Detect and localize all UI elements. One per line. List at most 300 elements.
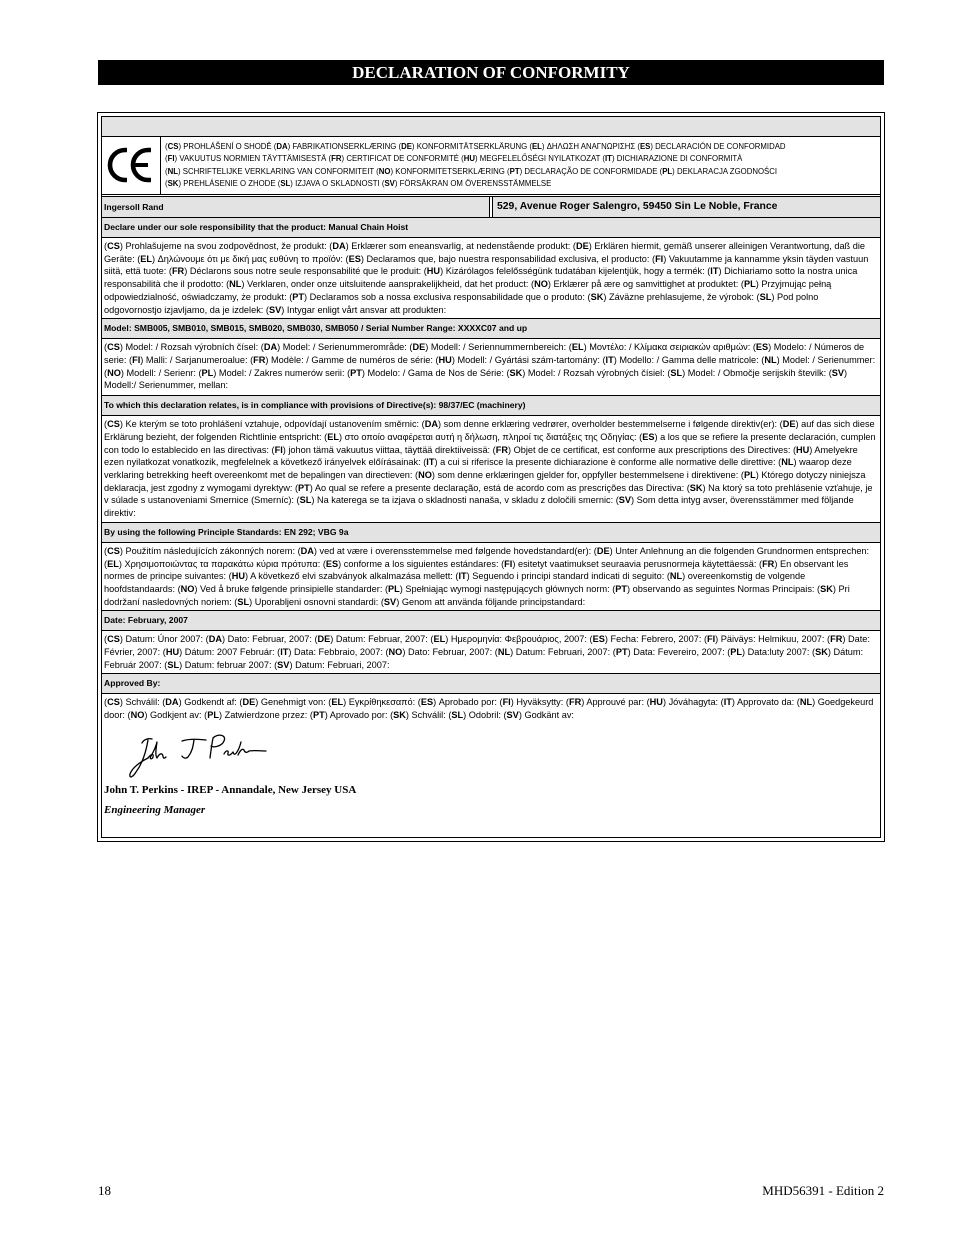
language-code: ( NO ): [104, 368, 124, 378]
translation-de: [409, 342, 566, 352]
language-code: ( PT ): [507, 167, 522, 176]
ce-mark-icon: [102, 137, 160, 194]
language-code: ( FI ): [704, 634, 718, 644]
translation-text: KONFORMITETSERKLÆRING: [395, 166, 505, 176]
translation-no: [415, 470, 738, 480]
language-code: ( FR ): [827, 634, 845, 644]
translation-text: Som detta intyg avser, överensstämmer med följande direktiv:: [104, 495, 854, 519]
translation-fr: [250, 355, 433, 365]
ce-logo-cell: [102, 137, 161, 194]
translation-nl: [495, 647, 610, 657]
conformity-title-row: [102, 137, 880, 195]
translation-pl: [198, 368, 344, 378]
translation-text: Ημερομηνία: Φεβρουάριος, 2007:: [450, 634, 587, 645]
translation-text: DECLARACIÓN DE CONFORMIDAD: [655, 142, 786, 151]
language-code: ( PL ): [727, 647, 745, 657]
translation-es: [346, 254, 650, 264]
translation-text: Datum: Februari, 2007:: [515, 647, 611, 658]
language-code: ( ES ): [346, 254, 364, 264]
translation-pt: [347, 368, 504, 378]
translation-sk: [588, 292, 754, 302]
translation-sv: [382, 179, 551, 188]
translation-text: Modell: / Gyártási szám-tartomány:: [457, 354, 600, 365]
language-code: ( DA ): [298, 546, 317, 556]
translation-text: conforme a los siguientes estándares:: [343, 558, 499, 569]
translation-es: [418, 697, 497, 707]
translation-sk: [165, 179, 276, 188]
translation-text: Modelo: / Gama de Nos de Série:: [367, 367, 504, 378]
translation-text: Aprobado por:: [438, 697, 497, 708]
translation-text: Modelo: / Números de serie:: [104, 342, 865, 365]
translation-text: Déclarons sous notre seule responsabilité que le produit:: [189, 266, 422, 277]
language-code: ( FR ): [250, 355, 268, 365]
translation-text: Datum: februar 2007:: [184, 659, 272, 670]
translation-fr: [493, 445, 791, 455]
translation-text: SCHRIFTELIJKE VERKLARING VAN CONFORMITEIT: [182, 166, 374, 176]
language-code: ( NL ): [165, 167, 181, 176]
language-code: ( HU ): [461, 154, 477, 163]
translation-text: Dátum: Február 2007:: [104, 647, 864, 670]
language-code: ( EL ): [137, 254, 155, 264]
approved-by-body: [102, 694, 880, 837]
translation-text: Hyväksytty:: [516, 697, 564, 708]
language-code: ( SV ): [274, 660, 292, 670]
translation-text: Godkjent av:: [149, 710, 202, 721]
language-code: ( IT ): [423, 457, 437, 467]
language-code: ( DA ): [329, 241, 348, 251]
translation-el: [137, 254, 343, 264]
language-code: ( PL ): [741, 470, 759, 480]
translation-text: Model: / Serienummerområde:: [282, 342, 407, 353]
translation-pt: [289, 292, 585, 302]
translation-text: Datum: Februari, 2007:: [295, 659, 390, 670]
conformity-titles: [161, 137, 786, 194]
translation-text: waarop deze verklaring betrekking heeft overeenkomt met de bepalingen van directieven:: [104, 457, 852, 481]
signatory-title: Engineering Manager: [104, 803, 206, 816]
language-code: ( FR ): [493, 445, 511, 455]
language-code: ( NO ): [128, 710, 148, 720]
language-code: ( SV ): [503, 710, 521, 720]
translation-sl: [278, 179, 380, 188]
translation-text: Μοντέλο: / Κλίμακα σειριακών αριθμών:: [589, 342, 751, 353]
language-code: ( CS ): [104, 342, 123, 352]
translation-cs: [104, 634, 203, 644]
translation-text: Χρησιμοποιώντας τα παρακάτω κύρια πρότυπα:: [124, 558, 321, 569]
approved-by-translations: [104, 696, 877, 721]
translation-text: Prohlašujeme na svou zodpovědnost, že produkt:: [125, 241, 327, 251]
language-code: ( SV ): [616, 495, 634, 505]
language-code: ( SK ): [817, 584, 836, 594]
translation-text: PROHLÁŠENÍ O SHODĚ: [183, 142, 272, 151]
translation-fr: [329, 154, 459, 163]
translation-sl: [297, 495, 614, 505]
declaration-table: [101, 116, 881, 838]
translation-text: a cui si riferisce la presente dichiarazione è conforme alle normative delle direttive:: [440, 457, 776, 468]
translation-text: Schválil:: [125, 697, 160, 708]
translation-sl: [448, 710, 501, 720]
translation-text: auf das sich diese Erklärung bezieht, der folgenden Richtlinie entspricht:: [104, 419, 875, 442]
language-code: ( SL ): [448, 710, 466, 720]
translation-fr: [566, 697, 644, 707]
translation-sl: [234, 597, 378, 607]
language-code: ( SK ): [588, 292, 607, 302]
translation-da: [261, 342, 407, 352]
translation-fi: [704, 634, 825, 644]
language-code: ( CS ): [104, 419, 123, 429]
translation-text: Ke kterým se toto prohlášení vztahuje, odpovídají ustanovením směrnic:: [125, 419, 420, 430]
translation-text: DICHIARAZIONE DI CONFORMITÀ: [616, 154, 743, 164]
translation-text: Erklären hiermit, gemäß unserer alleinigen Verantwortung, daß die Geräte:: [104, 241, 865, 264]
language-code: ( NO ): [178, 584, 198, 594]
language-code: ( NL ): [495, 647, 513, 657]
conformity-title-line: [165, 178, 786, 190]
translation-text: Malli: / Sarjanumeroalue:: [145, 354, 248, 365]
language-code: ( CS ): [104, 697, 123, 707]
translation-text: Model: / Območje serijskih številk:: [687, 367, 827, 378]
language-code: ( HU ): [163, 647, 182, 657]
translation-cs: [104, 697, 160, 707]
language-code: ( ES ): [639, 432, 657, 442]
translation-pt: [310, 710, 388, 720]
translation-el: [529, 142, 635, 151]
translation-pt: [507, 167, 657, 176]
manufacturer-row: [102, 196, 880, 218]
translation-text: Jóváhagyta:: [668, 697, 719, 708]
language-code: ( DA ): [422, 419, 441, 429]
translation-text: DEKLARACJA ZGODNOŚCI: [676, 166, 778, 176]
language-code: ( PT ): [347, 368, 365, 378]
translation-el: [328, 697, 415, 707]
translation-text: Genom att använda följande principstandard:: [401, 596, 586, 607]
translation-fi: [501, 559, 756, 569]
language-code: ( CS ): [104, 634, 123, 644]
language-code: ( SK ): [812, 647, 831, 657]
signature: [124, 730, 274, 780]
translation-text: Data: Febbraio, 2007:: [294, 647, 383, 658]
language-code: ( FI ): [500, 697, 514, 707]
translation-pt: [613, 647, 725, 657]
language-code: ( DE ): [398, 142, 414, 151]
language-code: ( NL ): [797, 697, 815, 707]
language-code: ( IT ): [721, 697, 735, 707]
language-code: ( EL ): [430, 634, 448, 644]
manufacturer-name: Ingersoll Rand: [102, 197, 490, 217]
date-translations: [102, 631, 880, 674]
declaration-frame: [97, 112, 885, 842]
translation-text: Zatwierdzone przez:: [224, 710, 308, 721]
translation-text: Godkänt av:: [524, 710, 574, 721]
document-id: MHD56391 - Edition 2: [762, 1183, 884, 1198]
language-code: ( DA ): [274, 142, 290, 151]
translation-text: Vakuutamme ja kannamme yksin täyden vastuun siitä, että tuote:: [104, 253, 869, 277]
language-code: ( NL ): [778, 457, 796, 467]
language-code: ( SV ): [382, 179, 398, 188]
language-code: ( EL ): [328, 697, 346, 707]
language-code: ( NO ): [531, 279, 551, 289]
language-code: ( NO ): [415, 470, 435, 480]
conformity-title-line: [165, 141, 786, 153]
translation-text: Záväzne prehlasujeme, že výrobok:: [608, 291, 754, 302]
translation-text: FÖRSÄKRAN OM ÖVERENSSTÄMMELSE: [399, 179, 552, 189]
manufacturer-address: 529, Avenue Roger Salengro, 59450 Sin Le Noble, France: [492, 197, 880, 217]
translation-fi: [272, 445, 491, 455]
language-code: ( PL ): [385, 584, 403, 594]
language-code: ( DE ): [594, 546, 613, 556]
translation-nl: [226, 279, 528, 289]
translation-text: KONFORMITÄTSERKLÄRUNG: [416, 142, 528, 151]
language-code: ( PT ): [295, 483, 313, 493]
translation-da: [298, 546, 592, 556]
translation-pl: [727, 647, 809, 657]
translation-text: Spełniając wymogi następujących głównych norm:: [405, 583, 610, 594]
language-code: ( SL ): [278, 179, 293, 188]
language-code: ( FI ): [272, 445, 286, 455]
translation-text: Uporabljeni osnovni standardi:: [254, 596, 379, 607]
translation-text: Approvato da:: [737, 697, 795, 708]
translation-pl: [660, 167, 777, 176]
model-translations: [102, 339, 880, 396]
translation-text: esitetyt vaatimukset seuraavia perusnormeja käytettäessä:: [517, 558, 757, 569]
translation-text: Modell: / Seriennummernbereich:: [430, 342, 567, 353]
translation-sv: [266, 305, 446, 315]
translation-text: Odobril:: [468, 710, 501, 721]
language-code: ( SL ): [164, 660, 182, 670]
top-header-bar: [102, 117, 880, 137]
language-code: ( IT ): [602, 355, 616, 365]
language-code: ( SV ): [266, 305, 284, 315]
translation-text: Dichiariamo sotto la nostra unica responsabilità che il prodotto:: [104, 266, 858, 290]
language-code: ( SV ): [829, 368, 847, 378]
language-code: ( CS ): [104, 546, 123, 556]
page-number: 18: [98, 1183, 111, 1198]
translation-hu: [435, 355, 599, 365]
translation-no: [376, 167, 505, 176]
language-code: ( FR ): [566, 697, 584, 707]
language-code: ( EL ): [104, 559, 122, 569]
language-code: ( SK ): [687, 483, 706, 493]
model-heading: Model: SMB005, SMB010, SMB015, SMB020, SMB030, SMB050 / Serial Number Range: XXXXC07 and up: [102, 319, 880, 339]
language-code: ( CS ): [165, 142, 181, 151]
translation-text: VAKUUTUS NORMIEN TÄYTTÄMISESTÄ: [179, 154, 327, 164]
language-code: ( ES ): [323, 559, 341, 569]
language-code: ( NL ): [226, 279, 244, 289]
translation-text: Objet de ce certificat, est conforme aux prescriptions des Directives:: [513, 444, 791, 455]
translation-text: Na katerega se ta izjava o skladnosti nanaša, v skladu z določili smernic:: [316, 495, 614, 506]
language-code: ( PL ): [660, 167, 675, 176]
translation-text: Intygar enligt vårt ansvar att produkten:: [286, 304, 447, 315]
translation-sl: [667, 368, 826, 378]
translation-text: Modèle: / Gamme de numéros de série:: [271, 354, 433, 365]
translation-text: Na ktorý sa toto prehlásenie vzťahuje, je v súlade s ustanoveniami Smernice (Smerníc):: [104, 482, 873, 506]
translation-fi: [500, 697, 564, 707]
language-code: ( NL ): [667, 571, 685, 581]
directive-heading: To which this declaration relates, is in compliance with provisions of Directive(s): 98/37/EC (machinery): [102, 396, 880, 416]
translation-text: MEGFELELŐSÉGI NYILATKOZAT: [479, 154, 601, 164]
translation-el: [569, 342, 751, 352]
translation-text: Použitím následujících zákonných norem:: [125, 545, 295, 556]
translation-text: Model: / Serienummer:: [782, 354, 876, 365]
translation-de: [314, 634, 427, 644]
translation-text: Schválil:: [411, 710, 446, 721]
language-code: ( SL ): [297, 495, 315, 505]
translation-text: Dato: Februar, 2007:: [227, 634, 312, 645]
translation-text: Εγκρίθηκεσαπό:: [348, 697, 416, 708]
translation-el: [104, 559, 320, 569]
translation-no: [178, 584, 383, 594]
translation-text: IZJAVA O SKLADNOSTI: [295, 179, 380, 189]
page-title: DECLARATION OF CONFORMITY: [98, 60, 884, 85]
language-code: ( NO ): [385, 647, 405, 657]
translation-da: [274, 142, 397, 151]
translation-text: Declaramos sob a nossa exclusiva responsabilidade que o produto:: [309, 291, 585, 302]
translation-fr: [169, 266, 421, 276]
translation-text: overeenkomstig de volgende hoofdstandaards:: [104, 571, 806, 594]
language-code: ( PT ): [612, 584, 630, 594]
language-code: ( SV ): [381, 597, 399, 607]
language-code: ( DE ): [314, 634, 333, 644]
translation-text: PREHLÁSENIE O ZHODE: [183, 179, 276, 189]
translation-sl: [164, 660, 271, 670]
translation-text: Fecha: Febrero, 2007:: [610, 634, 702, 645]
translation-text: Amelyekre ezen nyilatkozat vonatkozik, megfelelnek a következő irányelvek előírásainak:: [104, 444, 858, 468]
translation-de: [239, 697, 325, 707]
language-code: ( IT ): [602, 154, 614, 163]
language-code: ( FI ): [652, 254, 666, 264]
translation-text: Dátum: 2007 Február:: [184, 647, 275, 658]
translation-es: [590, 634, 702, 644]
translation-text: Godkendt af:: [184, 697, 237, 708]
translation-hu: [461, 154, 600, 163]
language-code: ( DE ): [780, 419, 799, 429]
language-code: ( ES ): [637, 142, 653, 151]
translation-hu: [647, 697, 719, 707]
language-code: ( SK ): [390, 710, 409, 720]
language-code: ( SL ): [234, 597, 252, 607]
language-code: ( HU ): [424, 266, 443, 276]
language-code: ( IT ): [455, 571, 469, 581]
language-code: ( EL ): [324, 432, 342, 442]
language-code: ( HU ): [647, 697, 666, 707]
translation-text: observando as seguintes Normas Principais:: [632, 583, 815, 594]
translation-text: Declaramos que, bajo nuestra responsabilidad exclusiva, el producto:: [366, 253, 650, 264]
translation-sv: [274, 660, 389, 670]
translation-pl: [204, 710, 307, 720]
translation-de: [594, 546, 869, 556]
translation-da: [422, 419, 777, 429]
translation-cs: [165, 142, 272, 151]
language-code: ( DA ): [206, 634, 225, 644]
translation-el: [324, 432, 636, 442]
translation-nl: [165, 167, 374, 176]
translation-text: Genehmigt von:: [260, 697, 326, 708]
translation-text: Date: Février, 2007:: [104, 634, 870, 658]
language-code: ( CS ): [104, 241, 123, 251]
translation-no: [128, 710, 202, 720]
language-code: ( EL ): [569, 342, 587, 352]
translation-text: DECLARAÇÃO DE CONFORMIDADE: [524, 166, 658, 176]
translation-sv: [503, 710, 574, 720]
translation-text: a los que se refiere la presente declaración, cumplen con todo lo establecido en las directivas:: [104, 431, 876, 455]
translation-sv: [381, 597, 585, 607]
translation-text: johon tämä vakuutus viittaa, täyttää direktiiveissä:: [288, 444, 491, 455]
translation-el: [430, 634, 587, 644]
translation-no: [531, 279, 738, 289]
language-code: ( SL ): [757, 292, 775, 302]
directive-translations: [102, 416, 880, 523]
translation-es: [637, 142, 785, 151]
language-code: ( ES ): [418, 697, 436, 707]
translation-text: Ao qual se refere a presente declaração, está de acordo com as prescrições das Directiva:: [314, 482, 685, 493]
translation-da: [162, 697, 237, 707]
translation-text: Erklærer på ære og samvittighet at produktet:: [553, 279, 739, 290]
date-heading: Date: February, 2007: [102, 611, 880, 631]
translation-pt: [295, 483, 684, 493]
language-code: ( FI ): [165, 154, 177, 163]
translation-text: Model: / Rozsah výrobních čísel:: [125, 342, 259, 353]
language-code: ( DA ): [162, 697, 181, 707]
translation-text: ved at være i overensstemmelse med følgende hovedstandard(er):: [319, 545, 592, 556]
translation-text: Data: Fevereiro, 2007:: [633, 647, 725, 658]
conformity-title-line: [165, 153, 786, 165]
language-code: ( IT ): [707, 266, 721, 276]
language-code: ( PL ): [204, 710, 222, 720]
translation-text: ΔΗΛΩΣΗ ΑΝΑΓΝΩΡΙΣΗΣ: [546, 142, 636, 151]
language-code: ( HU ): [435, 355, 454, 365]
language-code: ( FR ): [759, 559, 777, 569]
translation-fi: [129, 355, 247, 365]
translation-hu: [424, 266, 705, 276]
translation-text: A következő elvi szabványok alkalmazása mellett:: [250, 571, 453, 582]
translation-text: En observant les normes de principe suivantes:: [104, 558, 849, 582]
translation-da: [329, 241, 570, 251]
translation-text: Dato: Februar, 2007:: [407, 647, 493, 658]
translation-no: [385, 647, 492, 657]
translation-text: Kizárólagos felelősségünk tudatában kijelentjük, hogy a termék:: [445, 266, 705, 277]
language-code: ( DE ): [409, 342, 428, 352]
translation-it: [423, 457, 775, 467]
translation-cs: [104, 241, 327, 251]
translation-text: Modell:/ Serienummer, mellan:: [104, 380, 229, 391]
translation-text: Ved å bruke følgende prinsipielle standarder:: [200, 583, 383, 594]
language-code: ( NO ): [376, 167, 393, 176]
translation-text: Pri dodržaní nasledovných noriem:: [104, 583, 850, 607]
product-declaration-heading: Declare under our sole responsibility that the product: Manual Chain Hoist: [102, 218, 880, 238]
translation-text: Aprovado por:: [329, 710, 388, 721]
translation-sk: [390, 710, 446, 720]
translation-it: [455, 571, 664, 581]
translation-sk: [506, 368, 664, 378]
language-code: ( PT ): [310, 710, 328, 720]
language-code: ( DE ): [239, 697, 258, 707]
translation-text: Którego dotyczy niniejsza deklaracja, jest zgodny z wymogami dyrektyw:: [104, 470, 866, 493]
translation-text: Data:luty 2007:: [747, 647, 810, 658]
translation-it: [602, 154, 742, 163]
translation-text: Pod polno odgovornostjo izjavljamo, da je izdelek:: [104, 291, 819, 315]
conformity-title-line: [165, 166, 786, 178]
translation-text: Erklærer som eneansvarlig, at nedenstående produkt:: [351, 241, 571, 251]
translation-da: [206, 634, 312, 644]
language-code: ( DE ): [573, 241, 592, 251]
language-code: ( ES ): [753, 342, 771, 352]
translation-cs: [104, 342, 258, 352]
translation-text: som denne erklæringen gjelder for, oppfyller bestemmelsene i direktivene:: [437, 470, 739, 481]
translation-text: στο οποίο αναφέρεται αυτή η δήλωση, πληροί τις διατάξεις της Οδηγίας:: [344, 431, 637, 442]
translation-hu: [163, 647, 275, 657]
translation-text: Model: / Rozsah výrobných čísiel:: [527, 367, 665, 378]
translation-text: Seguendo i principi standard indicati di seguito:: [472, 571, 665, 582]
translation-de: [398, 142, 527, 151]
product-declaration-translations: [102, 238, 880, 319]
